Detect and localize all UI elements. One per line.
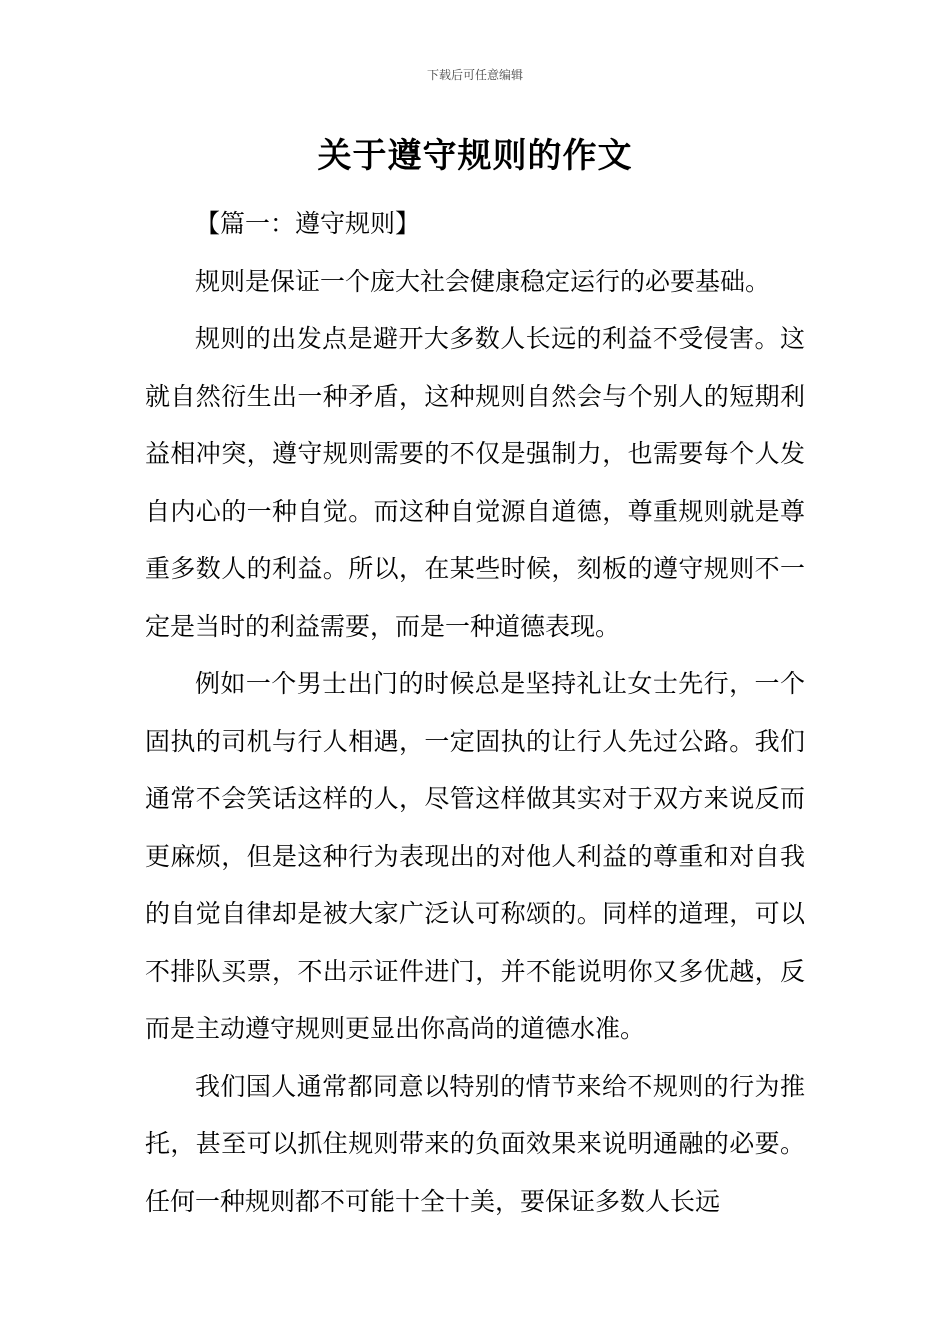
paragraph: 规则的出发点是避开大多数人长远的利益不受侵害。这就自然衍生出一种矛盾，这种规则自然会与个别人的短期利益相冲突，遵守规则需要的不仅是强制力，也需要每个人发自内心的一种自觉。而这种自觉源自道德，尊重规则就是尊重多数人的利益。所以，在某些时候，刻板的遵守规则不一定是当时的利益需要，而是一种道德表现。 (145, 324, 805, 641)
document-title: 关于遵守规则的作文 (317, 136, 633, 176)
paragraph: 例如一个男士出门的时候总是坚持礼让女士先行，一个固执的司机与行人相遇，一定固执的让行人先过公路。我们通常不会笑话这样的人，尽管这样做其实对于双方来说反而更麻烦，但是这种行为表现出的对他人利益的尊重和对自我的自觉自律却是被大家广泛认可称颂的。同样的道理，可以不排队买票，不出示证件进门，并不能说明你又多优越，反而是主动遵守规则更显出你高尚的道德水准。 (145, 669, 805, 1043)
document-body (145, 195, 805, 1230)
page-header-note: 下载后可任意编辑 (426, 68, 523, 82)
paragraph: 规则是保证一个庞大社会健康稳定运行的必要基础。 (195, 266, 771, 296)
section-heading: 【篇一：遵守规则】 (195, 209, 421, 238)
paragraph: 我们国人通常都同意以特别的情节来给不规则的行为推托，甚至可以抓住规则带来的负面效果来说明通融的必要。任何一种规则都不可能十全十美，要保证多数人长远 (145, 1071, 805, 1216)
